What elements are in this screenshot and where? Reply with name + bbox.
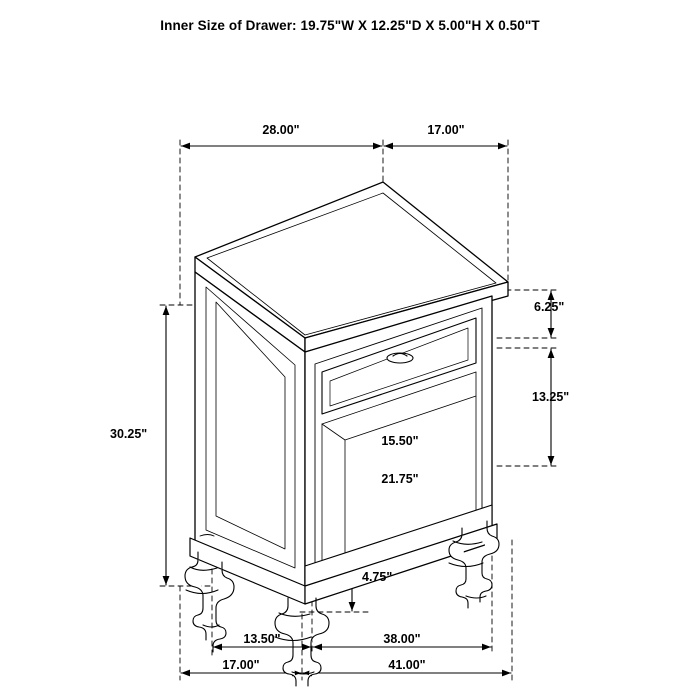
dimension-leg-height: 4.75" bbox=[362, 570, 393, 584]
dimension-inner-shelf: 15.50" bbox=[381, 434, 419, 448]
dimension-left-height: 30.25" bbox=[110, 427, 148, 441]
dimension-right-upper: 6.25" bbox=[534, 300, 565, 314]
dimension-inner-depth: 21.75" bbox=[381, 472, 419, 486]
dimension-right-lower: 13.25" bbox=[532, 390, 570, 404]
dimension-base-right: 41.00" bbox=[388, 658, 426, 672]
dimension-bottom-right: 38.00" bbox=[383, 632, 421, 646]
dimension-base-left: 17.00" bbox=[222, 658, 260, 672]
dimension-bottom-left: 13.50" bbox=[243, 632, 281, 646]
page-title: Inner Size of Drawer: 19.75"W X 12.25"D X 5.00"H X 0.50"T bbox=[160, 18, 540, 33]
dimension-top-left: 28.00" bbox=[262, 123, 300, 137]
dimension-top-right: 17.00" bbox=[427, 123, 465, 137]
